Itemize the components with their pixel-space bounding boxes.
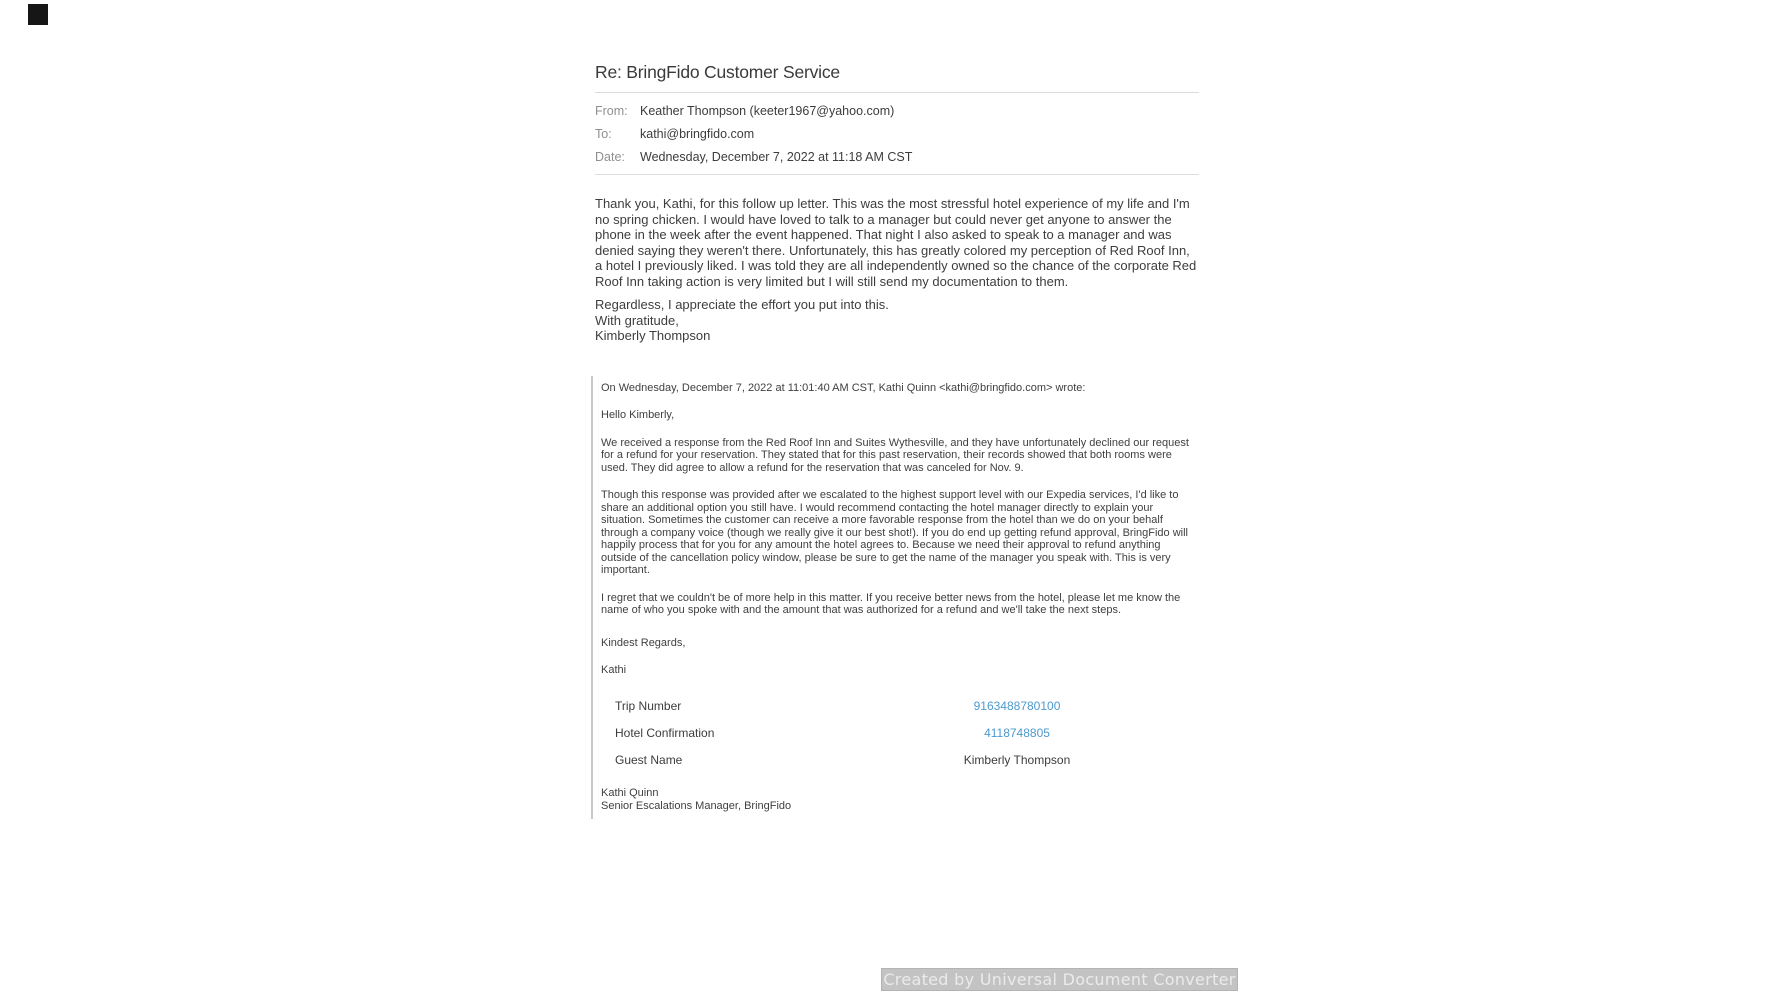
date-label: Date: [595, 150, 625, 164]
trip-number-label: Trip Number [615, 698, 682, 713]
quoted-email [591, 376, 1199, 819]
sender-name: Kimberly Thompson [595, 328, 711, 343]
corner-mark [28, 4, 48, 25]
detail-row-hotel-confirmation [615, 720, 1199, 747]
reservation-details-table [615, 693, 1199, 774]
quote-paragraph: Though this response was provided after we escalated to the highest support level with our Expedia services, I'd like to share an additional option you still have. I would recommend contacting the hotel manager directly to explain your situation. Sometimes the customer can receive a more favorable response from the hotel than we do on your behalf through a company voice (though we really give it our best shot!). If you do end up getting refund approval, BringFido will happily process that for you for any amount the hotel agrees to. Because we need their approval to refund anything outside of the cancellation policy window, please be sure to get the name of the manager you speak with. This is very important. [601, 489, 1189, 576]
guest-name-label: Guest Name [615, 752, 683, 767]
quote-signature [601, 787, 1199, 813]
from-value: Keather Thompson (keeter1967@yahoo.com) [640, 104, 895, 118]
email-headers [595, 105, 1199, 164]
header-row-date [595, 151, 1199, 164]
to-label: To: [595, 127, 612, 141]
signature-name: Kathi Quinn [601, 786, 659, 799]
quote-greeting: Hello Kimberly, [601, 409, 675, 421]
email-subject: Re: BringFido Customer Service [595, 62, 840, 82]
date-value: Wednesday, December 7, 2022 at 11:18 AM CST [640, 150, 913, 164]
subject-divider [595, 92, 1199, 93]
email-document [595, 61, 1199, 819]
quote-regards: Kindest Regards, [601, 636, 686, 649]
watermark: Created by Universal Document Converter [881, 968, 1238, 991]
guest-name-value: Kimberly Thompson [963, 752, 1071, 767]
header-row-to [595, 128, 1199, 141]
body-signoff [595, 297, 1199, 344]
detail-row-guest-name [615, 747, 1199, 774]
headers-divider [595, 174, 1199, 175]
detail-row-trip-number [615, 693, 1199, 720]
signature-title: Senior Escalations Manager, BringFido [601, 799, 792, 812]
valediction-line: With gratitude, [595, 312, 679, 328]
quote-paragraph: I regret that we couldn't be of more help in this matter. If you receive better news from the hotel, please let me know the name of who you spoke with and the amount that was authorized for a refund and we'll take the next steps. [601, 591, 1181, 616]
hotel-confirmation-link[interactable]: 4118748805 [984, 725, 1050, 740]
body-paragraph: Thank you, Kathi, for this follow up letter. This was the most stressful hotel experience of my life and I'm no spring chicken. I would have loved to talk to a manager but could never get anyone to answer the phone in the week after the event happened. That night I also asked to speak to a manager and was denied saying they weren't there. Unfortunately, this has greatly colored my perception of Red Roof Inn, a hotel I previously liked. I was told they are all independently owned so the chance of the corporate Red Roof Inn taking action is very limited but I will still send my documentation to them. [595, 196, 1197, 289]
hotel-confirmation-label: Hotel Confirmation [615, 725, 715, 740]
trip-number-link[interactable]: 9163488780100 [973, 698, 1061, 713]
quote-signer-first-name: Kathi [601, 664, 627, 676]
from-label: From: [595, 104, 628, 118]
closing-line: Regardless, I appreciate the effort you put into this. [595, 297, 889, 312]
quote-paragraph: We received a response from the Red Roof Inn and Suites Wythesville, and they have unfortunately declined our request for a refund for your reservation. They stated that for this past reservation, their records showed that both rooms were used. They did agree to allow a refund for the reservation that was canceled for Nov. 9. [601, 436, 1189, 474]
to-value: kathi@bringfido.com [640, 127, 755, 141]
header-row-from [595, 105, 1199, 118]
quote-attribution: On Wednesday, December 7, 2022 at 11:01:40 AM CST, Kathi Quinn <kathi@bringfido.com> wrote: [601, 381, 1086, 394]
